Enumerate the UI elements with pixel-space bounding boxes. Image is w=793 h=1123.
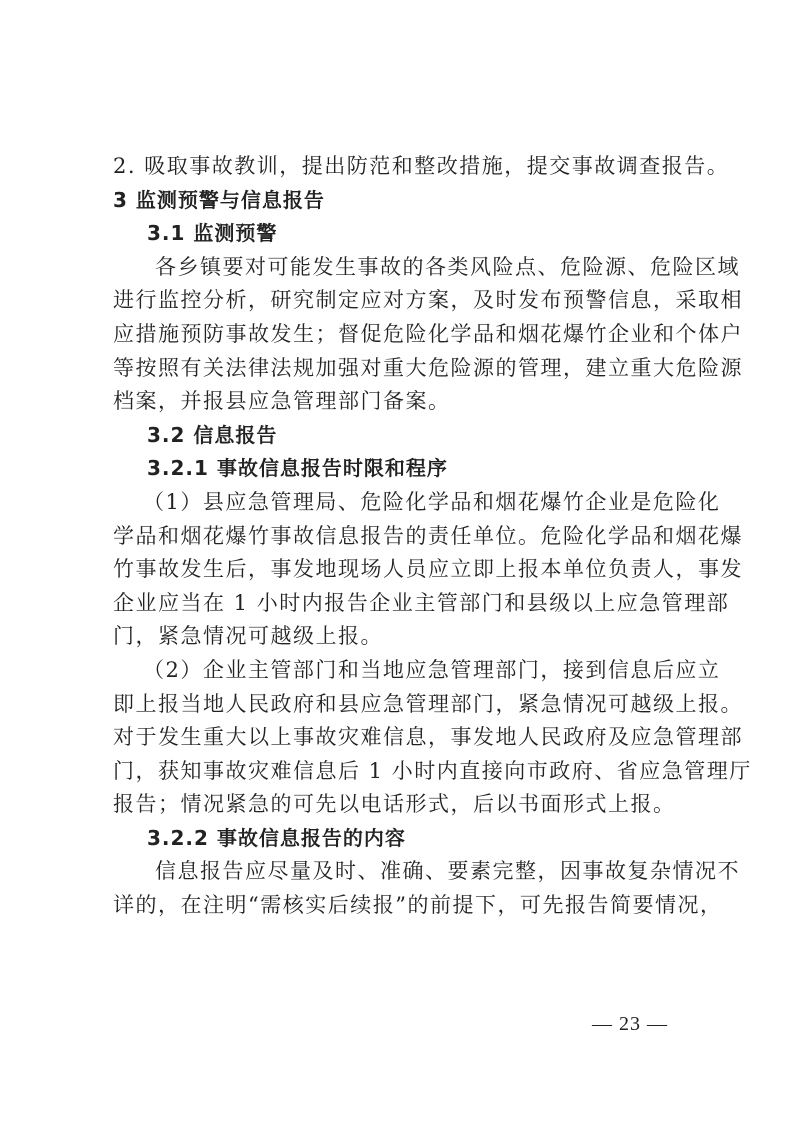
paragraph-line: 竹事故发生后，事发地现场人员应立即上报本单位负责人，事发 (113, 557, 743, 582)
paragraph-line: （1）县应急管理局、危险化学品和烟花爆竹企业是危险化 (143, 489, 721, 514)
paragraph-line: 应措施预防事故发生；督促危险化学品和烟花爆竹企业和个体户 (113, 321, 743, 346)
paragraph-line: 即上报当地人民政府和县应急管理部门，紧急情况可越级上报。 (113, 691, 743, 716)
paragraph-line: 2. 吸取事故教训，提出防范和整改措施，提交事故调查报告。 (113, 154, 730, 178)
subsubsection-heading: 3.2.2 事故信息报告的内容 (147, 825, 406, 850)
paragraph-line: （2）企业主管部门和当地应急管理部门，接到信息后应立 (143, 657, 721, 682)
paragraph-line: 学品和烟花爆竹事故信息报告的责任单位。危险化学品和烟花爆 (113, 523, 743, 548)
paragraph-line: 进行监控分析，研究制定应对方案，及时发布预警信息，采取相 (113, 288, 743, 313)
paragraph-line: 门，获知事故灾难信息后 1 小时内直接向市政府、省应急管理厅 (113, 758, 752, 783)
page-number: — 23 — (592, 1013, 668, 1035)
paragraph-line: 门，紧急情况可越级上报。 (113, 624, 383, 649)
paragraph-line: 企业应当在 1 小时内报告企业主管部门和县级以上应急管理部 (113, 590, 730, 615)
paragraph-line: 等按照有关法律法规加强对重大危险源的管理，建立重大危险源 (113, 355, 743, 380)
paragraph-line: 各乡镇要对可能发生事故的各类风险点、危险源、危险区域 (155, 254, 740, 279)
document-body (113, 150, 752, 923)
subsection-heading: 3.2 信息报告 (147, 422, 278, 447)
subsubsection-heading: 3.2.1 事故信息报告时限和程序 (147, 456, 448, 481)
section-heading: 3 监测预警与信息报告 (113, 187, 325, 212)
paragraph-line: 详的，在注明“需核实后续报”的前提下，可先报告简要情况， (113, 893, 723, 918)
subsection-heading: 3.1 监测预警 (147, 221, 278, 246)
paragraph-line: 对于发生重大以上事故灾难信息，事发地人民政府及应急管理部 (113, 725, 743, 750)
paragraph-line: 报告；情况紧急的可先以电话形式，后以书面形式上报。 (113, 792, 676, 817)
paragraph-line: 信息报告应尽量及时、准确、要素完整，因事故复杂情况不 (155, 859, 740, 884)
paragraph-line: 档案，并报县应急管理部门备案。 (113, 389, 451, 414)
